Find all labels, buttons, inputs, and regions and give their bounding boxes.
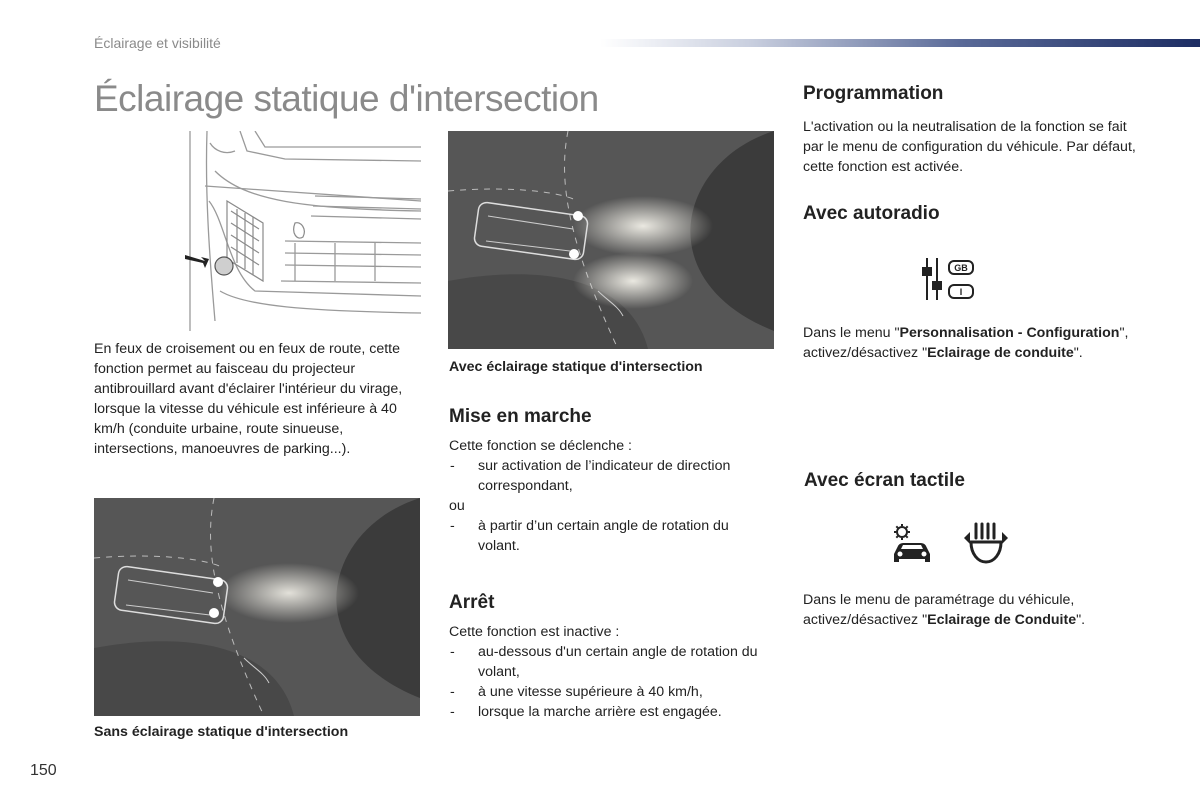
bumper-illustration	[185, 131, 421, 331]
dash: -	[450, 644, 455, 660]
radio-text-after: ".	[1073, 345, 1083, 361]
stop-title: Arrêt	[449, 592, 495, 613]
stop-item	[449, 702, 769, 722]
activation-item-text: à partir d’un certain angle de rotation du volant.	[478, 518, 729, 554]
header-bar	[600, 39, 1200, 47]
touchscreen-item-name: Eclairage de Conduite	[927, 612, 1077, 628]
radio-title: Avec autoradio	[803, 203, 940, 224]
gb-label: GB	[954, 263, 968, 273]
touchscreen-title: Avec écran tactile	[804, 470, 965, 491]
activation-title: Mise en marche	[449, 406, 592, 427]
radio-text-before: Dans le menu "	[803, 325, 900, 341]
stop-intro: Cette fonction est inactive :	[449, 624, 620, 640]
dash: -	[450, 518, 455, 534]
stop-item-text: à une vitesse supérieure à 40 km/h,	[478, 684, 703, 700]
dash: -	[450, 704, 455, 720]
settings-sliders-icon	[920, 256, 976, 302]
page-title: Éclairage statique d'intersection	[94, 78, 599, 119]
stop-item	[449, 682, 769, 702]
radio-text	[803, 323, 1143, 363]
programming-title: Programmation	[803, 83, 944, 104]
stop-body	[449, 622, 769, 722]
caption-with-lighting: Avec éclairage statique d'intersection	[449, 359, 703, 375]
stop-item-text: lorsque la marche arrière est engagée.	[478, 704, 722, 720]
activation-item-text: sur activation de l’indicateur de direction correspondant,	[478, 458, 731, 494]
activation-item	[449, 456, 769, 496]
radio-menu-name: Personnalisation - Configuration	[899, 325, 1120, 341]
activation-item	[449, 516, 769, 556]
radio-text-middle: ", activez/désactivez "	[803, 325, 1129, 361]
intro-paragraph: En feux de croisement ou en feux de route, cette fonction permet au faisceau du projecteur antibrouillard avant d'éclairer l'intérieur du virage, lorsque la vitesse du véhicule est inférieure à 40 km/h (conduite urbaine, route sinueuse, intersections, manoeuvres de parking...).	[94, 341, 403, 457]
arrow-icon	[185, 255, 209, 268]
activation-or: ou	[449, 498, 465, 514]
programming-text: L'activation ou la neutralisation de la fonction se fait par le menu de configuration du véhicule. Par défaut, cette fonction est activée.	[803, 119, 1136, 175]
illustration-with-lighting	[448, 131, 774, 349]
touchscreen-text	[803, 590, 1143, 630]
stop-item	[449, 642, 769, 682]
car-settings-icon	[890, 522, 934, 566]
radio-item-name: Eclairage de conduite	[927, 345, 1074, 361]
headlamp-icon	[962, 520, 1010, 568]
touchscreen-text-before: Dans le menu de paramétrage du véhicule, activez/désactivez "	[803, 592, 1075, 628]
activation-body	[449, 436, 769, 556]
activation-intro: Cette fonction se déclenche :	[449, 438, 632, 454]
page-number: 150	[30, 762, 57, 779]
section-label: Éclairage et visibilité	[94, 35, 221, 51]
dash: -	[450, 458, 455, 474]
touchscreen-text-after: ".	[1076, 612, 1086, 628]
dash: -	[450, 684, 455, 700]
stop-item-text: au-dessous d'un certain angle de rotation du volant,	[478, 644, 758, 680]
illustration-without-lighting	[94, 498, 420, 716]
i-label: I	[959, 287, 963, 297]
caption-without-lighting: Sans éclairage statique d'intersection	[94, 724, 349, 740]
